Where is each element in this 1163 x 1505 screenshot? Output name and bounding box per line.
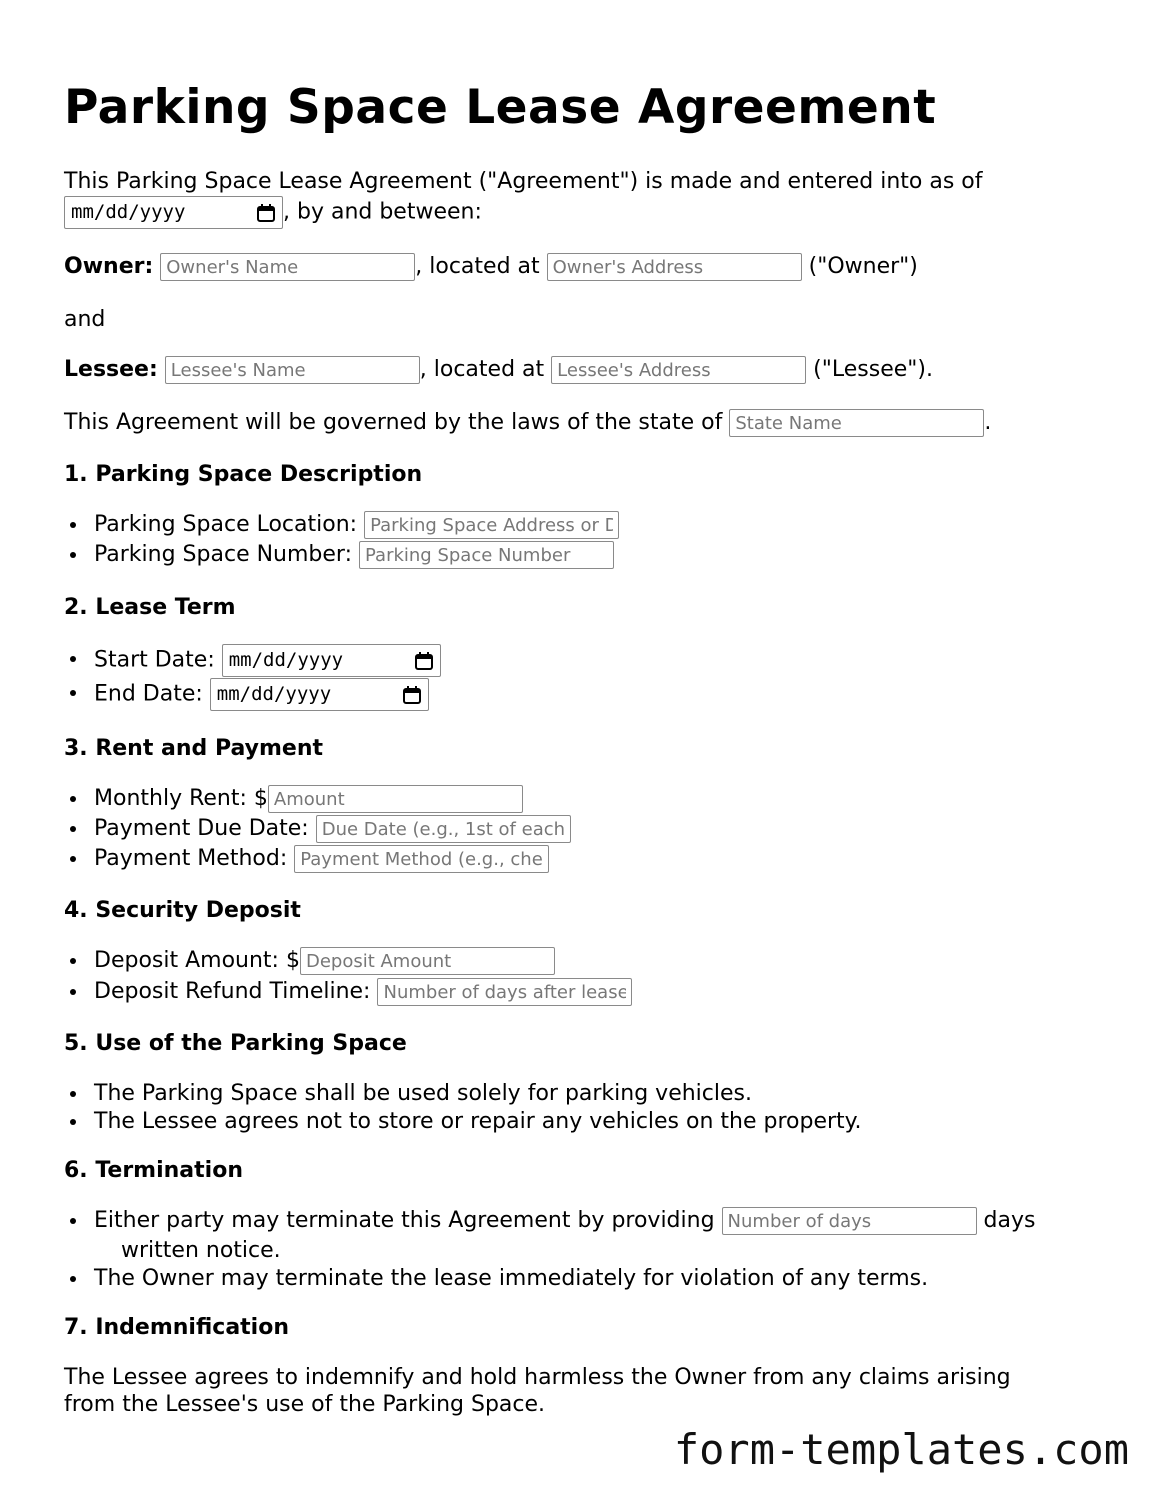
deposit-refund-item [94, 977, 632, 1006]
intro-text: This Parking Space Lease Agreement ("Agreement") is made and entered into as of [64, 169, 983, 194]
owner-located-text: , located at [415, 254, 540, 279]
document-title: Parking Space Lease Agreement [64, 80, 937, 135]
indemnification-line-2: from the Lessee's use of the Parking Space. [64, 1392, 546, 1417]
section-6-heading: 6. Termination [64, 1158, 243, 1183]
parking-number-input[interactable] [359, 541, 614, 569]
intro-paragraph [64, 167, 983, 196]
owner-address-input[interactable] [547, 253, 802, 281]
section-2-heading: 2. Lease Term [64, 595, 236, 620]
section-3-heading: 3. Rent and Payment [64, 736, 324, 761]
end-date-placeholder: mm/dd/yyyy [216, 683, 332, 705]
deposit-refund-input[interactable] [377, 978, 632, 1006]
calendar-icon[interactable] [402, 685, 422, 705]
section-5-heading: 5. Use of the Parking Space [64, 1031, 407, 1056]
agreement-date-input[interactable] [64, 196, 283, 229]
lessee-suffix: ("Lessee"). [813, 357, 933, 382]
owner-suffix: ("Owner") [808, 254, 918, 279]
lessee-label: Lessee: [64, 357, 158, 382]
use-item-2: The Lessee agrees not to store or repair any vehicles on the property. [94, 1109, 862, 1134]
termination-item-2: The Owner may terminate the lease immediately for violation of any terms. [94, 1266, 929, 1291]
section-7-heading: 7. Indemnification [64, 1315, 289, 1340]
monthly-rent-item [94, 784, 523, 813]
deposit-refund-label: Deposit Refund Timeline: [94, 979, 371, 1004]
payment-due-input[interactable] [316, 815, 571, 843]
lessee-name-input[interactable] [165, 356, 420, 384]
agreement-date-placeholder: mm/dd/yyyy [71, 201, 186, 223]
parking-number-item [94, 540, 614, 569]
state-name-input[interactable] [729, 409, 984, 437]
governing-law-text: This Agreement will be governed by the laws of the state of [64, 410, 723, 435]
calendar-icon[interactable] [414, 651, 434, 671]
lessee-address-input[interactable] [551, 356, 806, 384]
start-date-label: Start Date: [94, 647, 215, 673]
monthly-rent-input[interactable] [268, 785, 523, 813]
termination-item-1-line2: written notice. [121, 1238, 281, 1263]
deposit-amount-input[interactable] [300, 947, 555, 975]
parking-location-item [94, 510, 619, 539]
deposit-amount-item [94, 946, 555, 975]
calendar-icon[interactable] [256, 203, 276, 223]
intro-date-line [64, 196, 482, 229]
end-date-input[interactable] [210, 678, 429, 711]
deposit-amount-label: Deposit Amount: $ [94, 948, 300, 973]
payment-due-label: Payment Due Date: [94, 816, 309, 841]
start-date-placeholder: mm/dd/yyyy [228, 649, 344, 671]
intro-text-after: , by and between: [283, 199, 482, 225]
parking-number-label: Parking Space Number: [94, 542, 352, 567]
start-date-item [94, 644, 441, 677]
use-item-1: The Parking Space shall be used solely for parking vehicles. [94, 1081, 752, 1106]
notice-days-input[interactable] [722, 1207, 977, 1235]
end-date-label: End Date: [94, 681, 203, 707]
section-1-heading: 1. Parking Space Description [64, 462, 423, 487]
section-4-heading: 4. Security Deposit [64, 898, 301, 923]
owner-line [64, 252, 918, 281]
lessee-located-text: , located at [419, 357, 545, 382]
payment-due-item [94, 814, 571, 843]
payment-method-input[interactable] [294, 845, 549, 873]
parking-location-input[interactable] [364, 511, 619, 539]
payment-method-item [94, 844, 549, 873]
termination-text-before: Either party may terminate this Agreement by providing [94, 1208, 715, 1233]
start-date-input[interactable] [222, 644, 441, 677]
indemnification-line-1: The Lessee agrees to indemnify and hold harmless the Owner from any claims arising [64, 1365, 1011, 1390]
owner-name-input[interactable] [160, 253, 415, 281]
termination-item-1 [94, 1206, 1035, 1235]
owner-label: Owner: [64, 254, 154, 279]
payment-method-label: Payment Method: [94, 846, 288, 871]
footer-watermark: form-templates.com [673, 1425, 1129, 1474]
governing-law-end: . [984, 410, 992, 435]
monthly-rent-label: Monthly Rent: $ [94, 786, 268, 811]
parking-location-label: Parking Space Location: [94, 512, 358, 537]
end-date-item [94, 678, 429, 711]
and-text: and [64, 307, 106, 332]
termination-text-after: days [983, 1208, 1036, 1233]
governing-law-line [64, 408, 991, 437]
lessee-line [64, 355, 933, 384]
